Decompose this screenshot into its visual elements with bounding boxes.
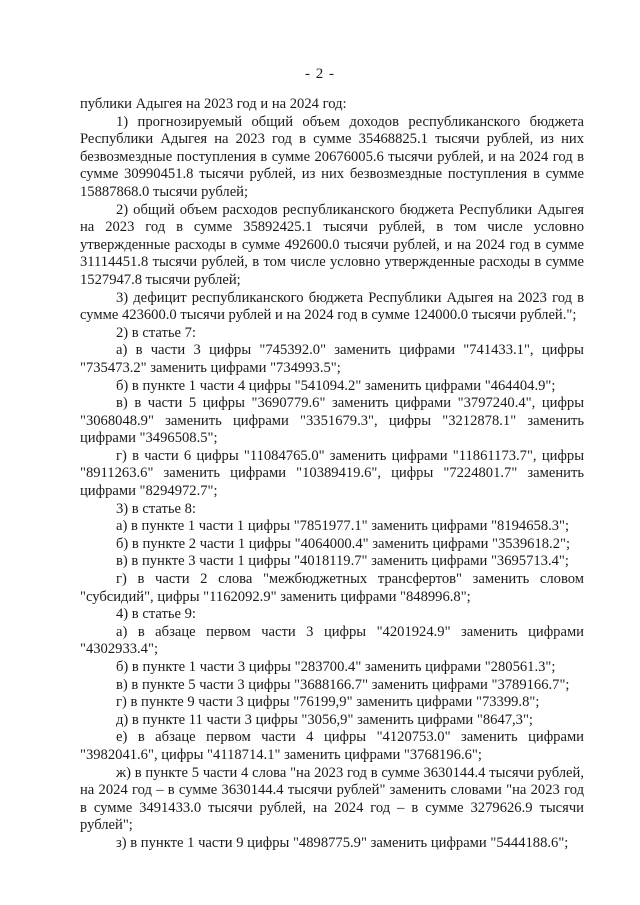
document-body [80,96,584,853]
paragraph-expenditure: 2) общий объем расходов республиканского бюджета Республики Адыгея на 2023 год в сумме 35892425.1 тысячи рублей, в том числе условно утвержденные расходы в сумме 492600.0 тысячи рублей, и на 2024 год в сумме 31114451.8 тысячи рублей, в том числе условно утвержденные расходы в сумме 1527947.8 тысячи рублей; [80,201,584,288]
paragraph-article-9-g: г) в пункте 9 части 3 цифры "76199,9" заменить цифрами "73399.8"; [116,694,540,711]
paragraph-article-8-g: г) в части 2 слова "межбюджетных трансфертов" заменить словом "субсидий", цифры "1162092.9" заменить цифрами "848996.8"; [80,571,584,605]
paragraph-article-8-a: а) в пункте 1 части 1 цифры "7851977.1" заменить цифрами "8194658.3"; [116,518,570,535]
paragraph-revenue: 1) прогнозируемый общий объем доходов республиканского бюджета Республики Адыгея на 2023 год в сумме 35468825.1 тысячи рублей, из них безвозмездные поступления в сумме 20676005.6 тысячи рублей, и на 2024 год в сумме 30990451.8 тысячи рублей, из них безвозмездные поступления в сумме 15887868.0 тысячи рублей; [80,113,584,200]
paragraph-article-9-e: е) в абзаце первом части 4 цифры "4120753.0" заменить цифрами "3982041.6", цифры "4118714.1" заменить цифрами "3768196.6"; [80,729,584,763]
paragraph-article-7-g: г) в части 6 цифры "11084765.0" заменить цифрами "11861173.7", цифры "8911263.6" заменить цифрами "10389419.6", цифры "7224801.7" заменить цифрами "8294972.7"; [80,447,584,500]
paragraph-article-7-b: б) в пункте 1 части 4 цифры "541094.2" заменить цифрами "464404.9"; [116,377,556,394]
paragraph-article-9-d: д) в пункте 11 части 3 цифры "3056,9" заменить цифрами "8647,3"; [116,711,533,728]
paragraph-article-9-b: б) в пункте 1 части 3 цифры "283700.4" заменить цифрами "280561.3"; [116,659,556,675]
paragraph-deficit: 3) дефицит республиканского бюджета Республики Адыгея на 2023 год в сумме 423600.0 тысячи рублей и на 2024 год в сумме 124000.0 тысячи рублей."; [80,289,584,324]
paragraph-article-9-a: а) в абзаце первом части 3 цифры "4201924.9" заменить цифрами "4302933.4"; [80,623,584,658]
paragraph-continuation: публики Адыгея на 2023 год и на 2024 год: [80,96,347,112]
paragraph-article-9-v: в) в пункте 5 части 3 цифры "3688166.7" заменить цифрами "3789166.7"; [116,676,570,693]
paragraph-article-7-v: в) в части 5 цифры "3690779.6" заменить цифрами "3797240.4", цифры "3068048.9" заменить цифрами "3351679.3", цифры "3212878.1" заменить цифрами "3496508.5"; [80,395,584,447]
paragraph-article-9-zh: ж) в пункте 5 части 4 слова "на 2023 год в сумме 3630144.4 тысячи рублей, на 2024 год – в сумме 3630144.4 тысячи рублей" заменить словами "на 2023 год в сумме 3491433.0 тысячи рублей, на 2024 год – в сумме 3279626.9 тысячи рублей"; [80,764,584,834]
paragraph-article-8-v: в) в пункте 3 части 1 цифры "4018119.7" заменить цифрами "3695713.4"; [116,553,569,570]
paragraph-article-9: 4) в статье 9: [116,606,196,623]
paragraph-article-8: 3) в статье 8: [116,500,196,517]
page-number: - 2 - [305,66,335,82]
paragraph-article-8-b: б) в пункте 2 части 1 цифры "4064000.4" заменить цифрами "3539618.2"; [116,535,571,552]
paragraph-article-7-a: а) в части 3 цифры "745392.0" заменить цифрами "741433.1", цифры "735473.2" заменить цифрами "734993.5"; [80,342,584,376]
paragraph-article-7: 2) в статье 7: [116,324,196,341]
paragraph-article-9-z: з) в пункте 1 части 9 цифры "4898775.9" заменить цифрами "5444188.6"; [116,834,569,851]
